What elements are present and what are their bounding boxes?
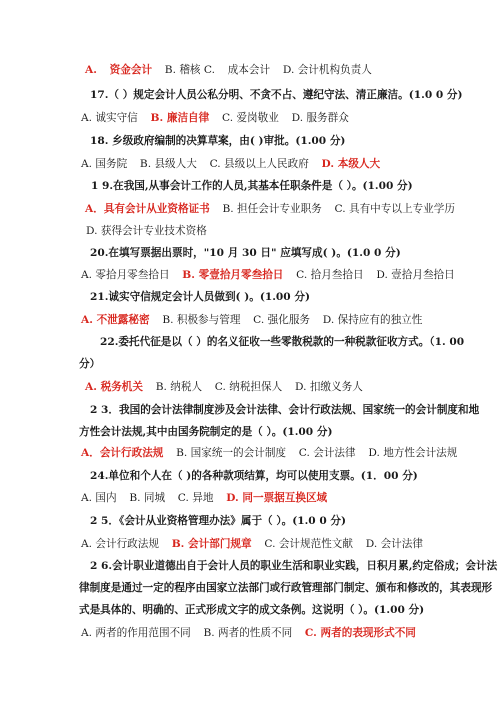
q21-option-b: B. 积极参与管理 bbox=[162, 314, 241, 326]
q24-option-b: B. 同城 bbox=[129, 492, 166, 504]
q20-option-a: A. 零拾月零叁拾日 bbox=[81, 269, 170, 281]
q18-option-c: C. 县级以上人民政府 bbox=[209, 158, 309, 170]
q20-option-d: D. 壹拾月叁拾日 bbox=[376, 269, 455, 281]
q23-options bbox=[81, 446, 500, 460]
q26-question-line2: 律制度是通过一定的程序由国家立法部门或行政管理部门制定、颁布和修改的，其表现形 bbox=[79, 582, 493, 594]
q17-option-a: A. 诚实守信 bbox=[81, 112, 138, 124]
q19-question: 1 9.在我国,从事会计工作的人员,其基本任职条件是（ ）。(1.00 分) bbox=[91, 180, 413, 192]
q17-option-c: C. 爱岗敬业 bbox=[221, 112, 279, 124]
q19-option-b: B. 担任会计专业职务 bbox=[222, 203, 322, 215]
q20-option-c: C. 拾月叁拾日 bbox=[296, 269, 364, 281]
q22-options bbox=[85, 380, 500, 394]
q17-question: 17.（ ）规定会计人员公私分明、不贪不占、遵纪守法、清正廉洁。(1.0 0 分) bbox=[90, 89, 463, 101]
q16-option-d: D. 会计机构负责人 bbox=[282, 64, 372, 76]
q22-option-d: D. 扣缴义务人 bbox=[294, 381, 363, 393]
q16-option-a-answer: 资金会计 bbox=[109, 64, 153, 76]
q24-options bbox=[81, 491, 500, 505]
q22-question-line1: 22.委托代征是以（ ）的名义征收一些零散税款的一种税款征收方式。（1. 00 bbox=[100, 336, 465, 348]
q26-question-line3: 式是具体的、明确的、正式形成文字的成文条例。这说明（ ）。(1.00 分) bbox=[79, 604, 425, 616]
q21-options bbox=[81, 313, 500, 327]
q22-option-a-answer: A. 税务机关 bbox=[85, 381, 143, 393]
q24-question: 24.单位和个人在（ )的各种款项结算，均可以使用支票。(1．00 分) bbox=[90, 470, 418, 482]
q25-option-c: C. 会计规范性文献 bbox=[264, 538, 353, 550]
q25-options bbox=[81, 537, 500, 551]
q22-option-c: C. 纳税担保人 bbox=[214, 381, 283, 393]
q22-option-b: B. 纳税人 bbox=[155, 381, 203, 393]
q21-question: 21.诚实守信规定会计人员做到( )。(1.00 分) bbox=[90, 291, 310, 303]
q18-question: 18. 乡级政府编制的决算草案，由( )审批。(1.00 分) bbox=[90, 135, 346, 147]
q24-option-a: A. 国内 bbox=[81, 492, 117, 504]
q24-option-c: C. 异地 bbox=[177, 492, 214, 504]
q19-option-d: D. 获得会计专业技术资格 bbox=[86, 225, 207, 237]
q22-question-line2: 分） bbox=[79, 358, 101, 370]
q25-option-b-answer: B. 会计部门规章 bbox=[171, 538, 252, 550]
q16-option-b: B. 稽核 C. bbox=[164, 64, 215, 76]
q19-options-row1 bbox=[85, 202, 500, 216]
q23-option-c: C. 会计法律 bbox=[298, 447, 356, 459]
q24-option-d-answer: D. 同一票据互换区域 bbox=[226, 492, 328, 504]
q21-option-a-answer: A. 不泄露秘密 bbox=[81, 314, 150, 326]
q19-options-row2 bbox=[86, 224, 500, 238]
q18-option-d-answer: D. 本级人大 bbox=[321, 158, 381, 170]
q23-option-b: B. 国家统一的会计制度 bbox=[176, 447, 287, 459]
q25-option-d: D. 会计法律 bbox=[365, 538, 423, 550]
q19-option-c: C. 具有中专以上专业学历 bbox=[334, 203, 455, 215]
q18-option-b: B. 县级人大 bbox=[139, 158, 197, 170]
q16-option-a-letter: A. bbox=[85, 64, 97, 76]
q23-option-a-answer: A．会计行政法规 bbox=[81, 447, 164, 459]
q18-options bbox=[81, 157, 500, 171]
q19-option-a-answer: A．具有会计从业资格证书 bbox=[85, 203, 210, 215]
q25-option-a: A. 会计行政法规 bbox=[81, 538, 159, 550]
q18-option-a: A. 国务院 bbox=[81, 158, 128, 170]
q26-option-c-answer: C. 两者的表现形式不同 bbox=[304, 627, 416, 639]
q26-option-b: B. 两者的性质不同 bbox=[203, 627, 293, 639]
q17-options bbox=[81, 111, 500, 125]
q20-question: 20.在填写票据出票时，"10 月 30 日" 应填写成( )。(1.0 0 分) bbox=[90, 247, 401, 259]
q21-option-d: D. 保持应有的独立性 bbox=[322, 314, 423, 326]
q23-question-line1: 2 3．我国的会计法律制度涉及会计法律、会计行政法规、国家统一的会计制度和地 bbox=[90, 404, 480, 416]
q16-options bbox=[85, 63, 500, 77]
q25-question: 2 5．《会计从业资格管理办法》属于（ ）。(1.0 0 分) bbox=[90, 515, 347, 527]
q26-option-a: A. 两者的作用范围不同 bbox=[81, 627, 191, 639]
q20-options bbox=[81, 268, 500, 282]
q23-question-line2: 方性会计法规,其中由国务院制定的是（ ）。(1.00 分) bbox=[79, 426, 333, 438]
q17-option-b-answer: B. 廉洁自律 bbox=[150, 112, 210, 124]
q23-option-d: D. 地方性会计法规 bbox=[368, 447, 458, 459]
q20-option-b-answer: B. 零壹拾月零叁拾日 bbox=[182, 269, 284, 281]
q21-option-c: C. 强化服务 bbox=[253, 314, 311, 326]
q26-options bbox=[81, 626, 500, 640]
q17-option-d: D. 服务群众 bbox=[291, 112, 349, 124]
q16-option-c: 成本会计 bbox=[227, 64, 271, 76]
q26-question-line1: 2 6.会计职业道德出自于会计人员的职业生活和职业实践，日积月累,约定俗成；会计法 bbox=[90, 560, 498, 572]
